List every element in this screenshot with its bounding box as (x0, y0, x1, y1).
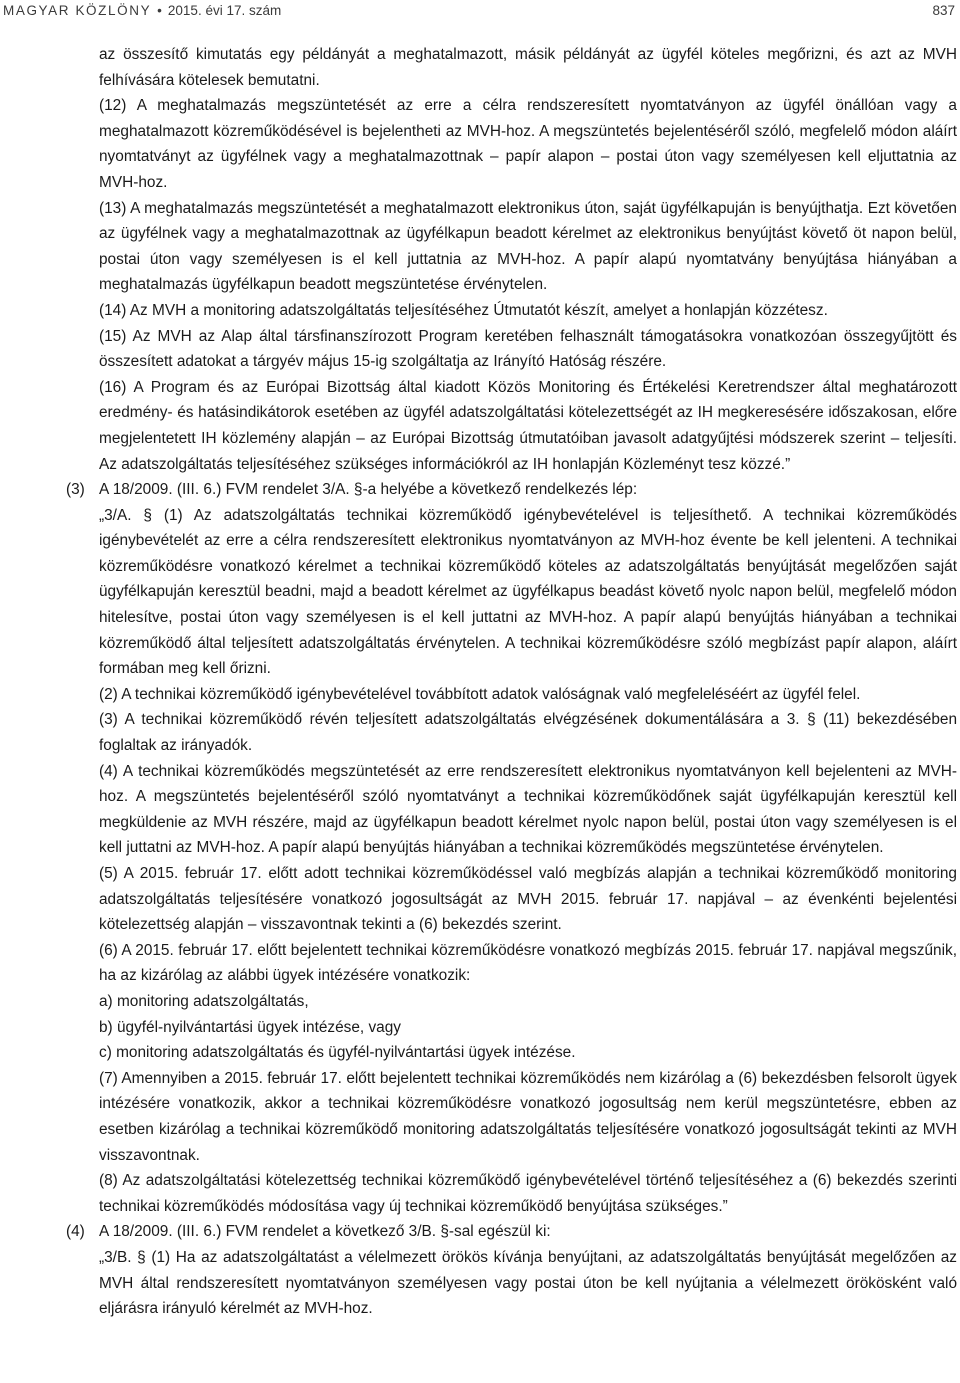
section-3a-1: „3/A. § (1) Az adatszolgáltatás technikai közreműködő igénybevételével is teljesíthető. A technikai közreműködés igénybevételét az erre a célra rendszeresített elektronikus nyomtatványon az MVH-hoz évente be kell jelenteni. A technikai közreműködésre vonatkozó kérelmet a technikai közreműködő köteles az adatszolgáltatás benyújtását megelőzően saját ügyfélkapuján keresztül beadni, majd a beadott kérelmet az ügyfélkapus beadást követő nyolc napon belül, megfelelő módon hitelesítve, postai úton vagy személyesen is el kell juttatni az MVH-hoz. A papír alapú benyújtás hiányában a technikai közreműködő által teljesített adatszolgáltatás érvénytelen. A technikai közreműködésre szóló megbízást papír alapon, aláírt formában meg kell őrizni. (99, 506, 957, 678)
point-number: (3) (66, 481, 85, 499)
list-item-a: a) monitoring adatszolgáltatás, (99, 992, 309, 1010)
point-number: (4) (66, 1223, 85, 1241)
section-3a-8: (8) Az adatszolgáltatási kötelezettség technikai közreműködő igénybevételével történő teljesítéséhez a (6) bekezdés szerinti technikai közreműködés módosítása vagy új technikai közreműködő benyújtása szükséges.” (99, 1172, 957, 1215)
section-3a-6: (6) A 2015. február 17. előtt bejelentett technikai közreműködésre vonatkozó megbízás 2015. február 17. napjával megszűnik, ha az kizárólag az alábbi ügyek intézésére vonatkozik: (99, 941, 957, 985)
list-item-c: c) monitoring adatszolgáltatás és ügyfél-nyilvántartási ügyek intézése. (99, 1044, 576, 1062)
paragraph-12: (12) A meghatalmazás megszüntetését az erre a célra rendszeresített nyomtatványon az ügyfél önállóan vagy a meghatalmazott közreműködésével is bejelentheti az MVH-hoz. A megszüntetés bejelentéséről szóló, megfelelő módon aláírt nyomtatványt az ügyfélnek vagy a meghatalmazottnak – papír alapon – postai úton vagy személyesen kell eljuttatnia az MVH-hoz. (99, 97, 957, 191)
paragraph-16: (16) A Program és az Európai Bizottság által kiadott Közös Monitoring és Értékelési Keretrendszer által meghatározott eredmény- és hatásindikátorok esetében az ügyfél adatszolgáltatási kötelezettségét az IH megkeresésére időszakosan, előre megjelentetett IH közlemény alapján – az Európai Bizottság útmutatóiban javasolt adatgyűjtési módszerek szerint – teljesíti. Az adatszolgáltatás teljesítéséhez szükséges információkról az IH honlapján Közleményt tesz közzé.” (99, 378, 957, 473)
running-head (3, 3, 281, 18)
header-separator: • (157, 3, 162, 18)
section-3a-7: (7) Amennyiben a 2015. február 17. előtt bejelentett technikai közreműködés nem kizárólag a (6) bekezdésben felsorolt ügyek intézésére vonatkozik, akkor a technikai közreműködésre vonatkozó jogosultság nem kerül megszüntetésre, ebben az esetben kizárólag a technikai közreműködő monitoring adatszolgáltatás teljesítésére vonatkozó jogosultságát tekinti az MVH visszavontnak. (99, 1069, 957, 1164)
section-3a-5: (5) A 2015. február 17. előtt adott technikai közreműködéssel való megbízás alapján a technikai közreműködő monitoring adatszolgáltatás teljesítésére vonatkozó jogosultságát az MVH 2015. február 17. napjával – az évenkénti bejelentési kötelezettség alapján – visszavontnak tekinti a (6) bekezdés szerint. (99, 865, 957, 934)
page-number: 837 (932, 3, 955, 18)
list-item-b: b) ügyfél-nyilvántartási ügyek intézése, vagy (99, 1018, 401, 1036)
amendment-point-4 (66, 1219, 957, 1245)
paragraph: az összesítő kimutatás egy példányát a meghatalmazott, másik példányát az ügyfél köteles megőrizni, és azt az MVH felhívására kötelesek bemutatni. (99, 46, 957, 89)
section-3b-1: „3/B. § (1) Ha az adatszolgáltatást a vélelmezett örökös kívánja benyújtani, az adatszolgáltatás benyújtását megelőzően az MVH által rendszeresített nyomtatványon személyesen vagy postai úton be kell nyújtania a vélelmezett örökösként való eljárásra irányuló kérelmét az MVH-hoz. (99, 1248, 957, 1318)
page-header (0, 0, 960, 28)
point-text: A 18/2009. (III. 6.) FVM rendelet a következő 3/B. §-sal egészül ki: (99, 1223, 551, 1241)
amendment-point-3 (66, 477, 957, 503)
section-3a-2: (2) A technikai közreműködő igénybevételével továbbított adatok valóságnak való megfeleléséért az ügyfél felel. (99, 685, 861, 703)
document-body (0, 42, 960, 1322)
section-3a-4: (4) A technikai közreműködés megszüntetését az erre rendszeresített elektronikus nyomtatványon kell bejelenteni az MVH-hoz. A megszüntetés bejelentéséről szóló nyomtatványt a technikai közreműködőnek saját ügyfélkapuján keresztül kell megküldenie az MVH részére, majd az ügyfélkapun beadott kérelmet nyolc napon belül, postai úton vagy személyesen is el kell juttatni az MVH-hoz. A papír alapú benyújtás hiányában a technikai közreműködés megszüntetése érvénytelen. (99, 762, 957, 857)
point-text: A 18/2009. (III. 6.) FVM rendelet 3/A. §-a helyébe a következő rendelkezés lép: (99, 481, 638, 499)
section-3a-3: (3) A technikai közreműködő révén teljesített adatszolgáltatás elvégzésének dokumentálására a 3. § (11) bekezdésében foglaltak az irányadók. (99, 711, 957, 755)
paragraph-13: (13) A meghatalmazás megszüntetését a meghatalmazott elektronikus úton, saját ügyfélkapuján is benyújthatja. Ezt követően az ügyfélnek vagy a meghatalmazottnak az ügyfélkapun beadott kérelmet az elektronikus benyújtást követő öt napon belül, postai úton vagy személyesen is el kell juttatnia az MVH-hoz. A papír alapú nyomtatvány benyújtása hiányában a meghatalmazás ügyfélkapun beadott megszüntetése érvénytelen. (99, 199, 957, 294)
paragraph-14: (14) Az MVH a monitoring adatszolgáltatás teljesítéséhez Útmutatót készít, amelyet a honlapján közzétesz. (99, 301, 828, 319)
journal-title: MAGYAR KÖZLÖNY (3, 3, 152, 18)
issue-date: 2015. évi 17. szám (167, 3, 282, 18)
paragraph-15: (15) Az MVH az Alap által társfinanszírozott Program keretében felhasznált támogatásokra vonatkozóan összegyűjtött és összesített adatokat a tárgyév május 15-ig szolgáltatja az Irányító Hatóság részére. (99, 327, 957, 371)
